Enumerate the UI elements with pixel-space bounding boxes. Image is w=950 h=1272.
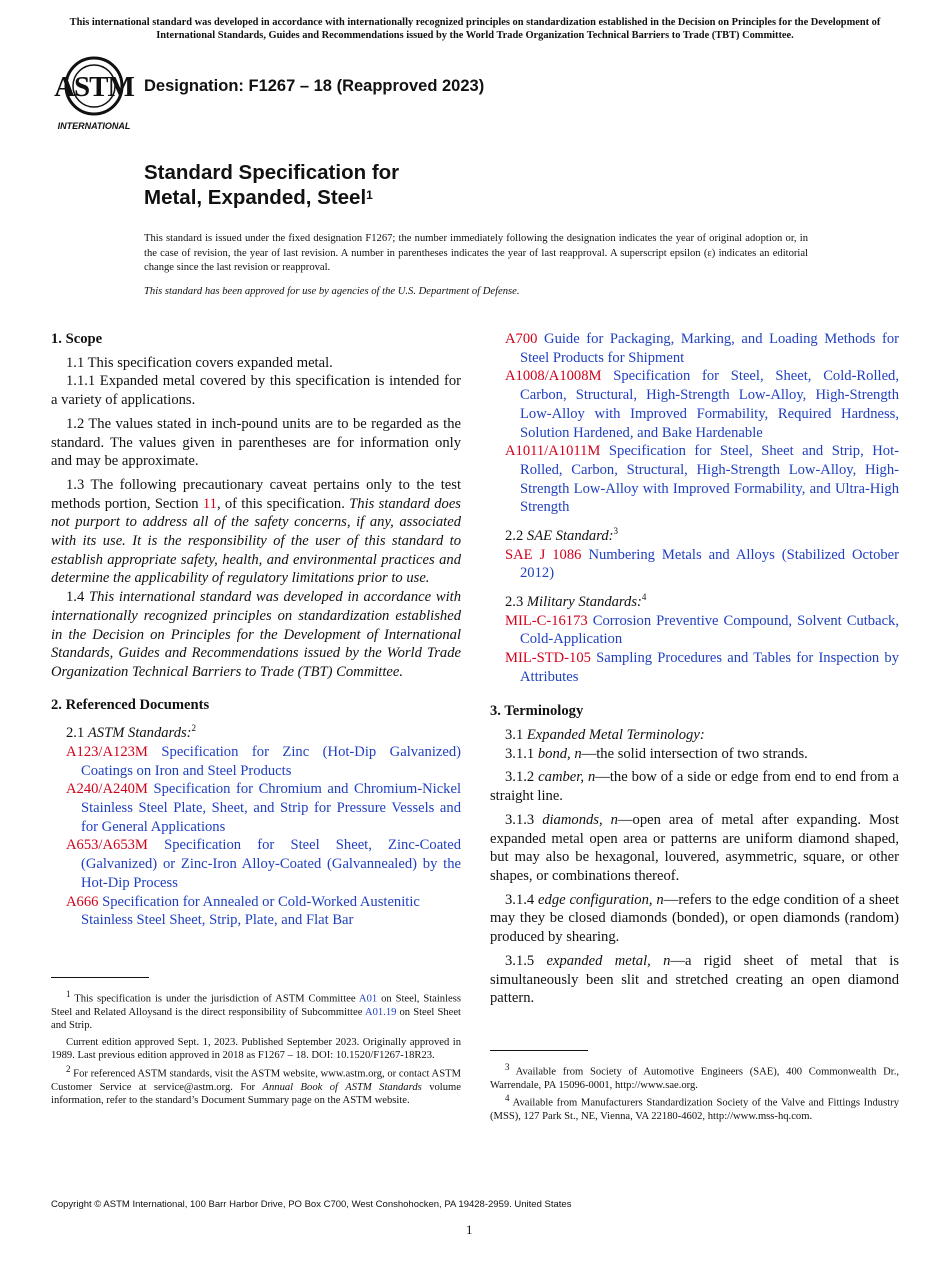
fn3-text: Available from Society of Automotive Engineers (SAE), 400 Commonwealth Dr., Warrendale, PA 15096-0001, http://www.sae.org. — [490, 1066, 899, 1091]
para-1-1-1: 1.1.1 Expanded metal covered by this specification is intended for a variety of applications. — [51, 373, 461, 409]
ref-item[interactable] — [66, 893, 461, 930]
ref-item[interactable] — [505, 367, 899, 442]
ref-item[interactable] — [66, 836, 461, 892]
term-name: camber, n — [538, 769, 596, 786]
term-3-1-label: Expanded Metal Terminology: — [526, 727, 705, 744]
ref-item[interactable] — [66, 743, 461, 780]
military-standards-label — [490, 588, 899, 612]
ref-title[interactable]: Specification for Chromium and Chromium-Nickel Stainless Steel Plate, Sheet, and Strip for Pressure Vessels and for General Applications — [81, 781, 461, 835]
footnotes-right — [490, 1061, 899, 1124]
term-def: —the solid intersection of two strands. — [581, 745, 808, 762]
document-title — [144, 160, 399, 210]
ref-item[interactable] — [66, 780, 461, 836]
astm-num: 2.1 — [66, 725, 88, 742]
term-def: —open area of metal after expanding. Most expanded metal open area or patterns are uniform diamond shaped, but may also be hexagonal, louvered, asymmetric, square, or other shapes, or combinations thereof. — [490, 811, 899, 884]
term-definition — [490, 891, 899, 947]
term-3-1 — [490, 726, 899, 745]
ref-item[interactable] — [505, 546, 899, 583]
mil-ref-list — [490, 612, 899, 687]
title-footnote-mark: 1 — [366, 188, 373, 202]
title-line-2 — [144, 185, 399, 210]
designation: Designation: F1267 – 18 (Reapproved 2023) — [144, 77, 485, 95]
para-1-3-text-b: , of this specification. — [216, 495, 350, 512]
ref-code[interactable]: A666 — [66, 893, 99, 910]
scope-heading: 1. Scope — [51, 331, 103, 347]
title-text: Metal, Expanded, Steel — [144, 186, 367, 209]
term-name: expanded metal, n — [546, 952, 671, 969]
term-num: 3.1.1 — [505, 745, 538, 762]
fn3-mark: 3 — [505, 1062, 510, 1072]
astm-ref-list — [51, 743, 461, 930]
term-num: 3.1.3 — [505, 811, 543, 828]
fn2-text-a: For referenced ASTM standards, visit the ASTM website, www.astm.org, or contact ASTM Customer Service at service@astm.org. For — [51, 1068, 461, 1093]
ref-code[interactable]: A1008/A1008M — [505, 368, 602, 385]
title-line-1: Standard Specification for — [144, 161, 400, 184]
term-def: —refers to the edge condition of a sheet may they be closed diamonds (bonded), or open diamonds (random) produced by shearing. — [490, 891, 899, 946]
term-definition — [490, 811, 899, 886]
term-name: bond, n — [537, 745, 582, 762]
footnote-rule-left — [51, 977, 149, 978]
fn1-text-c: on Steel Sheet and Strip. — [51, 1006, 461, 1032]
logo-text: ASTM — [54, 71, 134, 103]
right-column — [490, 330, 899, 1008]
ref-code[interactable]: A1011/A1011M — [505, 443, 601, 460]
term-definition — [490, 768, 899, 805]
para-1-3-text: 1.3 The following precautionary caveat pertains only to the test methods portion, Section — [51, 476, 461, 512]
term-num: 3.1.2 — [505, 769, 539, 786]
sae-standard-label — [490, 522, 899, 546]
ref-title[interactable]: Specification for Annealed or Cold-Worked Austenitic Stainless Steel Sheet, Strip, Plate, and Flat Bar — [81, 893, 420, 929]
sae-ref-list — [490, 546, 899, 583]
ref-item[interactable] — [505, 649, 899, 686]
fn1-text-a: This specification is under the jurisdiction of ASTM Committee — [70, 993, 359, 1005]
footnote-2 — [51, 1063, 461, 1108]
ref-title[interactable]: Specification for Zinc (Hot-Dip Galvanized) Coatings on Iron and Steel Products — [81, 743, 461, 779]
ref-title[interactable]: Sampling Procedures and Tables for Inspection by Attributes — [520, 649, 899, 685]
ref-title[interactable]: Specification for Steel Sheet, Zinc-Coated (Galvanized) or Zinc-Iron Alloy-Coated (Galvannealed) by the Hot-Dip Process — [81, 837, 461, 891]
issued-note: This standard is issued under the fixed designation F1267; the number immediately following the designation indicates the year of original adoption or, in the case of revision, the year of last revision. A number in parentheses indicates the year of last reapproval. A superscript epsilon (ε) indicates an editorial change since the last revision or reapproval. — [144, 233, 808, 274]
term-name: edge configuration, n — [538, 891, 664, 908]
fn2-mark: 2 — [66, 1063, 71, 1074]
footnote-1 — [51, 988, 461, 1033]
fn4-mark: 4 — [505, 1093, 510, 1104]
page-number: 1 — [466, 1222, 473, 1237]
term-num: 3.1.4 — [505, 891, 539, 908]
sae-label: SAE Standard: — [526, 527, 614, 544]
footnote-3 — [490, 1061, 899, 1092]
astm-label: ASTM Standards: — [87, 725, 192, 742]
committee-a01-link[interactable]: A01 — [358, 993, 378, 1005]
para-1-4 — [51, 588, 461, 682]
mil-label: Military Standards: — [526, 593, 642, 610]
para-1-4-text: This international standard was developed in accordance with internationally recognized principles on standardization established in the Decision on Principles for the Development of International Standards, Guides and Recommendations issued by the World Trade Organization Technical Barriers to Trade (TBT) Committee. — [51, 589, 462, 680]
term-def: —a rigid sheet of metal that is simultaneously been slit and stretched creating an open diamond pattern. — [490, 952, 899, 1007]
sae-num: 2.2 — [505, 527, 527, 544]
ref-title[interactable]: Specification for Steel, Sheet, Cold-Rolled, Carbon, Structural, High-Strength Low-Alloy, High-Strength Low-Alloy with Improved Formability, Required Hardness, Solution Hardened, and Bake Hardenable — [520, 368, 899, 441]
para-1-4-num: 1.4 — [66, 589, 90, 606]
term-definition — [490, 745, 899, 764]
para-1-1: 1.1 This specification covers expanded metal. — [66, 354, 333, 371]
ref-code[interactable]: A240/A240M — [66, 781, 148, 798]
footnote-4 — [490, 1092, 899, 1123]
section-11-link[interactable]: 11 — [202, 495, 217, 512]
mil-num: 2.3 — [505, 593, 527, 610]
para-1-2: 1.2 The values stated in inch-pound units are to be regarded as the standard. The values given in parentheses are for information only and may be approximate. — [51, 415, 461, 470]
term-def: —the bow of a side or edge from end to end from a straight line. — [490, 769, 899, 805]
copyright-line: Copyright © ASTM International, 100 Barr Harbor Drive, PO Box C700, West Conshohocken, PA 19428-2959. United States — [51, 1199, 572, 1210]
ref-title[interactable]: Specification for Steel, Sheet and Strip, Hot-Rolled, Carbon, Structural, High-Strength Low-Alloy, High-Strength Low-Alloy with Improved Formability, and Ultra-High Strength — [520, 443, 899, 516]
ref-item[interactable] — [505, 612, 899, 649]
dod-approved-note: This standard has been approved for use by agencies of the U.S. Department of Defense. — [144, 286, 520, 297]
ref-title[interactable]: Guide for Packaging, Marking, and Loading Methods for Steel Products for Shipment — [520, 331, 899, 366]
terminology-heading: 3. Terminology — [490, 703, 584, 720]
left-column — [51, 330, 461, 930]
term-3-1-num: 3.1 — [505, 727, 527, 744]
para-1-3 — [51, 476, 461, 588]
term-name: diamonds, n — [542, 811, 618, 828]
ref-list-continued — [490, 330, 899, 517]
ref-title[interactable]: Numbering Metals and Alloys (Stabilized October 2012) — [520, 546, 900, 582]
ref-code[interactable]: A700 — [505, 331, 538, 347]
fn2-text-b: volume information, refer to the standard’s Document Summary page on the ASTM website. — [51, 1081, 461, 1106]
tbt-notice: This international standard was developed in accordance with internationally recognized principles on standardization established in the Decision on Principles for the Development of International Standards, Guides and Recommendations issued by the World Trade Organization Technical Barriers to Trade (TBT) Committee. — [69, 17, 881, 41]
safety-caveat: This standard does not purport to address all of the safety concerns, if any, associated with its use. It is the responsibility of the user of this standard to establish appropriate safety, health, and environmental practices and determine the applicability of regulatory limitations prior to use. — [51, 495, 461, 587]
footnotes-left — [51, 988, 461, 1107]
logo-subtext: INTERNATIONAL — [57, 121, 131, 131]
fn1-mark: 1 — [66, 989, 71, 999]
term-num: 3.1.5 — [505, 952, 547, 969]
astm-footnote-mark: 2 — [191, 723, 197, 734]
ref-code[interactable]: A653/A653M — [66, 837, 148, 854]
footnote-rule-right — [490, 1050, 588, 1051]
edition-note: Current edition approved Sept. 1, 2023. Published September 2023. Originally approved in 1989. Last previous edition approved in 2018 as F1267 – 18. DOI: 10.1520/F1267-18R23. — [51, 1036, 461, 1062]
ref-item[interactable] — [505, 442, 899, 517]
subcommittee-a01-19-link[interactable]: A01.19 — [364, 1006, 397, 1018]
astm-logo — [52, 56, 136, 132]
astm-standards-label — [51, 719, 461, 743]
ref-title[interactable]: Corrosion Preventive Compound, Solvent Cutback, Cold-Application — [520, 612, 899, 648]
ref-code[interactable]: MIL-STD-105 — [505, 649, 591, 666]
term-definition — [490, 952, 899, 1008]
fn1-text-b: on Steel, Stainless Steel and Related Alloysand is the direct responsibility of Subcommittee — [51, 993, 461, 1018]
sae-footnote-mark: 3 — [613, 526, 618, 537]
ref-code[interactable]: A123/A123M — [66, 743, 148, 760]
fn2-italic: Annual Book of ASTM Standards — [262, 1081, 422, 1093]
fn4-text: Available from Manufacturers Standardization Society of the Valve and Fittings Industry (MSS), 127 Park St., NE, Vienna, VA 22180-4602, http://www.mss-hq.com. — [490, 1097, 899, 1123]
ref-item[interactable] — [505, 330, 899, 367]
ref-code[interactable]: SAE J 1086 — [505, 546, 582, 563]
referenced-docs-heading: 2. Referenced Documents — [51, 696, 210, 713]
mil-footnote-mark: 4 — [641, 592, 647, 602]
ref-code[interactable]: MIL-C-16173 — [505, 612, 588, 629]
